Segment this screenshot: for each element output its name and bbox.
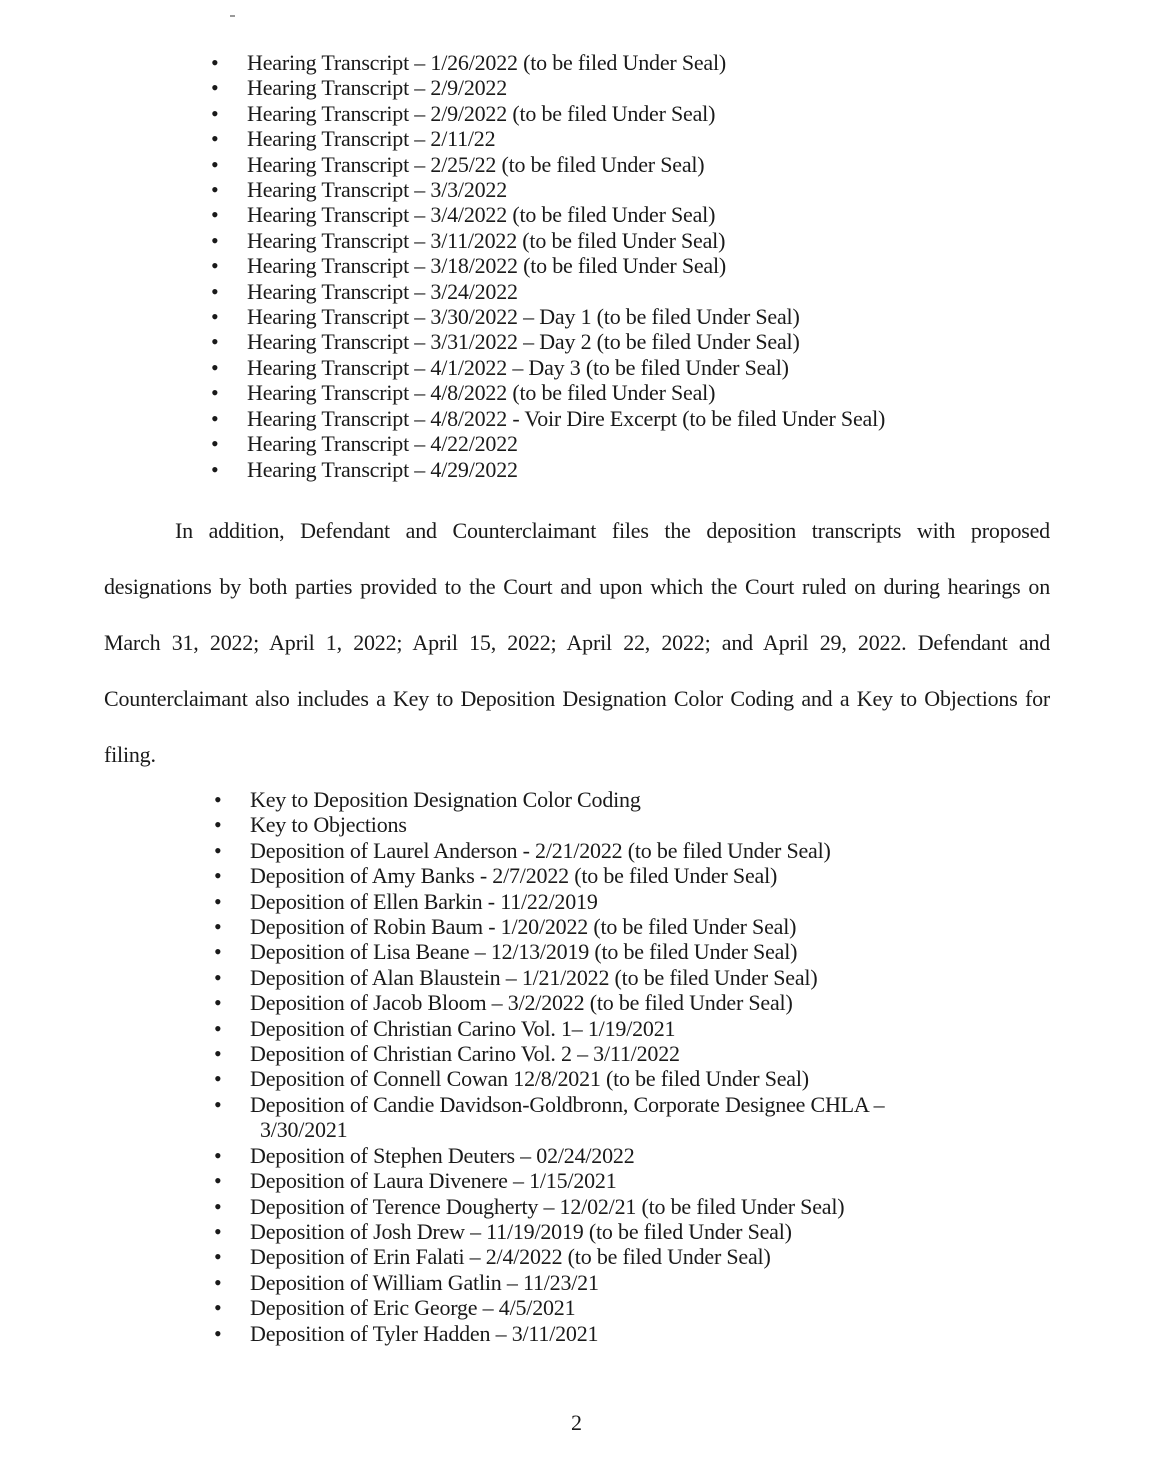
list-item (215, 380, 885, 405)
list-item (218, 838, 884, 863)
list-item (215, 75, 885, 100)
list-item (218, 1092, 884, 1143)
list-item (215, 177, 885, 202)
list-item-text: Hearing Transcript – 2/9/2022 (to be filed Under Seal) (247, 100, 716, 126)
list-item-text: Deposition of Laura Divenere – 1/15/2021 (250, 1168, 617, 1194)
list-item-text: Hearing Transcript – 1/26/2022 (to be filed Under Seal) (247, 50, 727, 75)
list-item (218, 939, 884, 964)
list-item-text: Deposition of Josh Drew – 11/19/2019 (to be filed Under Seal) (250, 1218, 792, 1244)
list-item-text: Hearing Transcript – 3/24/2022 (247, 278, 518, 304)
list-item-text: Deposition of Tyler Hadden – 3/11/2021 (250, 1320, 599, 1346)
list-item (218, 1295, 884, 1320)
list-item-text: Deposition of Robin Baum - 1/20/2022 (to be filed Under Seal) (250, 914, 797, 940)
list-item-text: Deposition of Connell Cowan 12/8/2021 (to be filed Under Seal) (250, 1066, 809, 1092)
list-item (215, 355, 885, 380)
list-item (215, 253, 885, 278)
page-number: 2 (571, 1410, 582, 1435)
list-item-text: Key to Deposition Designation Color Coding (250, 787, 641, 812)
list-item-text: Hearing Transcript – 3/3/2022 (247, 177, 508, 203)
list-item (218, 1270, 884, 1295)
list-item (215, 126, 885, 151)
list-item-text: Hearing Transcript – 4/22/2022 (247, 431, 518, 457)
list-item (218, 1168, 884, 1193)
list-item (215, 431, 885, 456)
list-item-text: Hearing Transcript – 2/25/22 (to be filed Under Seal) (247, 151, 705, 177)
list-item-text: Deposition of Alan Blaustein – 1/21/2022 (to be filed Under Seal) (250, 964, 818, 990)
body-paragraph: In addition, Defendant and Counterclaimant files the deposition transcripts with proposed designations by both parties provided to the Court and upon which the Court ruled on during hearings on March 31, 2022; April 1, 2022; April 15, 2022; April 22, 2022; and April 29, 2022. Defendant and Counterclaimant also includes a Key to Deposition Designation Color Coding and a Key to Objections for filing. (104, 518, 1050, 767)
list-item (218, 889, 884, 914)
list-item-text: Hearing Transcript – 4/29/2022 (247, 456, 518, 482)
list-item-text: Deposition of Lisa Beane – 12/13/2019 (to be filed Under Seal) (250, 939, 798, 965)
list-item (215, 304, 885, 329)
list-item-text: Deposition of Eric George – 4/5/2021 (250, 1295, 576, 1321)
list-item (218, 787, 884, 812)
list-item-text: Deposition of William Gatlin – 11/23/21 (250, 1269, 599, 1295)
list-item (218, 812, 884, 837)
list-item (215, 101, 885, 126)
list-item-text: Hearing Transcript – 4/1/2022 – Day 3 (to be filed Under Seal) (247, 354, 789, 380)
list-item-text: Hearing Transcript – 3/18/2022 (to be filed Under Seal) (247, 253, 727, 279)
list-item-text: Hearing Transcript – 2/9/2022 (247, 75, 508, 101)
list-item-text: Deposition of Terence Dougherty – 12/02/21 (to be filed Under Seal) (250, 1193, 845, 1219)
list-item (218, 965, 884, 990)
list-item-text: Hearing Transcript – 3/30/2022 – Day 1 (to be filed Under Seal) (247, 304, 800, 330)
list-item-continuation: 3/30/2021 (260, 1117, 348, 1143)
list-item (218, 1244, 884, 1269)
list-item-text: Hearing Transcript – 3/31/2022 – Day 2 (to be filed Under Seal) (247, 329, 800, 355)
list-item (218, 1194, 884, 1219)
list-item-text: Hearing Transcript – 4/8/2022 - Voir Dire Excerpt (to be filed Under Seal) (247, 405, 886, 431)
list-item (215, 202, 885, 227)
list-item-text: Hearing Transcript – 2/11/22 (247, 126, 496, 152)
list-item (215, 228, 885, 253)
list-item (215, 279, 885, 304)
list-item (218, 990, 884, 1015)
list-item-text: Deposition of Stephen Deuters – 02/24/2022 (250, 1142, 635, 1168)
list-item-text: Deposition of Candie Davidson-Goldbronn, Corporate Designee CHLA – (250, 1091, 885, 1117)
scan-mark (230, 15, 235, 17)
list-item (215, 329, 885, 354)
list-item (218, 1143, 884, 1168)
list-item (218, 914, 884, 939)
list-item (215, 50, 885, 75)
hearing-transcript-list (215, 50, 885, 482)
list-item-text: Key to Objections (250, 812, 407, 838)
list-item-text: Deposition of Erin Falati – 2/4/2022 (to be filed Under Seal) (250, 1244, 771, 1270)
list-item-text: Deposition of Christian Carino Vol. 1– 1/19/2021 (250, 1015, 676, 1041)
list-item (218, 1016, 884, 1041)
list-item (215, 457, 885, 482)
list-item (218, 863, 884, 888)
list-item-text: Hearing Transcript – 3/4/2022 (to be filed Under Seal) (247, 202, 716, 228)
list-item-text: Hearing Transcript – 3/11/2022 (to be filed Under Seal) (247, 227, 726, 253)
list-item-text: Deposition of Christian Carino Vol. 2 – 3/11/2022 (250, 1041, 680, 1067)
list-item-text: Hearing Transcript – 4/8/2022 (to be filed Under Seal) (247, 380, 716, 406)
list-item (215, 406, 885, 431)
list-item (218, 1066, 884, 1091)
list-item (218, 1321, 884, 1346)
list-item-text: Deposition of Amy Banks - 2/7/2022 (to be filed Under Seal) (250, 863, 778, 889)
list-item-text: Deposition of Jacob Bloom – 3/2/2022 (to be filed Under Seal) (250, 990, 793, 1016)
deposition-list (218, 787, 884, 1346)
list-item (218, 1041, 884, 1066)
list-item-text: Deposition of Ellen Barkin - 11/22/2019 (250, 888, 598, 914)
list-item-text: Deposition of Laurel Anderson - 2/21/2022 (to be filed Under Seal) (250, 837, 831, 863)
list-item (218, 1219, 884, 1244)
list-item (215, 152, 885, 177)
